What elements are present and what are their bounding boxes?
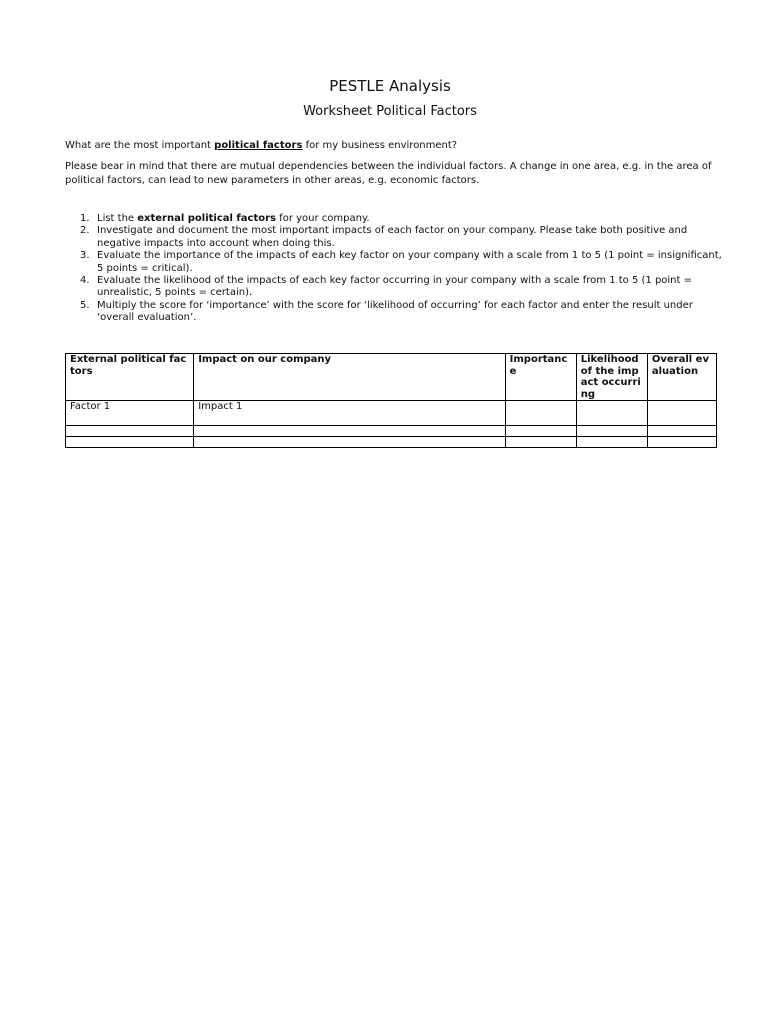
instruction-number: 3. <box>80 250 90 262</box>
instruction-prefix: List the <box>97 213 138 224</box>
cell-importance[interactable] <box>505 437 576 448</box>
intro-question <box>65 140 457 151</box>
header-importance: Importance <box>505 354 576 401</box>
instruction-suffix: for your company. <box>276 213 370 224</box>
cell-overall[interactable] <box>647 401 716 426</box>
cell-impact[interactable] <box>194 426 505 437</box>
cell-likelihood[interactable] <box>576 401 647 426</box>
page-subtitle: Worksheet Political Factors <box>303 104 477 119</box>
instruction-item <box>65 275 725 300</box>
header-impact: Impact on our company <box>194 354 505 401</box>
cell-factor[interactable] <box>66 426 194 437</box>
header-factors: External political factors <box>66 354 194 401</box>
page-title: PESTLE Analysis <box>329 77 451 95</box>
instruction-text: Evaluate the importance of the impacts of each key factor on your company with a scale from 1 to 5 (1 point = insignificant, 5 points = critical). <box>97 250 722 274</box>
cell-impact[interactable] <box>194 437 505 448</box>
instruction-bold: external political factors <box>137 213 276 224</box>
cell-importance[interactable] <box>505 426 576 437</box>
factors-table <box>65 353 717 448</box>
question-key-term: political factors <box>214 140 303 151</box>
cell-factor[interactable]: Factor 1 <box>66 401 194 426</box>
table-row <box>66 401 717 426</box>
question-prefix: What are the most important <box>65 140 215 151</box>
cell-overall[interactable] <box>647 426 716 437</box>
header-likelihood: Likelihood of the impact occurring <box>576 354 647 401</box>
instruction-number: 1. <box>80 213 90 224</box>
instruction-text: Multiply the score for ‘importance’ with the score for ‘likelihood of occurring’ for each factor and enter the result under ‘overall evaluation’. <box>97 299 693 324</box>
instruction-number: 4. <box>80 275 90 287</box>
table-header-row <box>66 354 717 401</box>
table-row <box>66 437 717 448</box>
table-row <box>66 426 717 437</box>
cell-factor[interactable] <box>66 437 194 448</box>
instruction-item <box>65 225 725 250</box>
cell-likelihood[interactable] <box>576 426 647 437</box>
instruction-list <box>65 213 725 325</box>
instruction-item <box>65 250 725 275</box>
question-suffix: for my business environment? <box>302 140 458 151</box>
cell-importance[interactable] <box>505 401 576 426</box>
instruction-item <box>65 300 725 325</box>
instruction-text: Evaluate the likelihood of the impacts of each key factor occurring in your company with a scale from 1 to 5 (1 point = unrealistic, 5 points = certain). <box>97 275 692 299</box>
intro-note: Please bear in mind that there are mutual dependencies between the individual factors. A change in one area, e.g. in the area of political factors, can lead to new parameters in other areas, e.g. economic factors. <box>65 161 712 186</box>
instruction-number: 5. <box>80 299 90 311</box>
instruction-text: Investigate and document the most important impacts of each factor on your company. Please take both positive and negative impacts into account when doing this. <box>97 225 688 249</box>
cell-impact[interactable]: Impact 1 <box>194 401 505 426</box>
header-overall: Overall evaluation <box>647 354 716 401</box>
cell-likelihood[interactable] <box>576 437 647 448</box>
cell-overall[interactable] <box>647 437 716 448</box>
instruction-item <box>65 213 725 225</box>
instruction-number: 2. <box>80 225 90 237</box>
